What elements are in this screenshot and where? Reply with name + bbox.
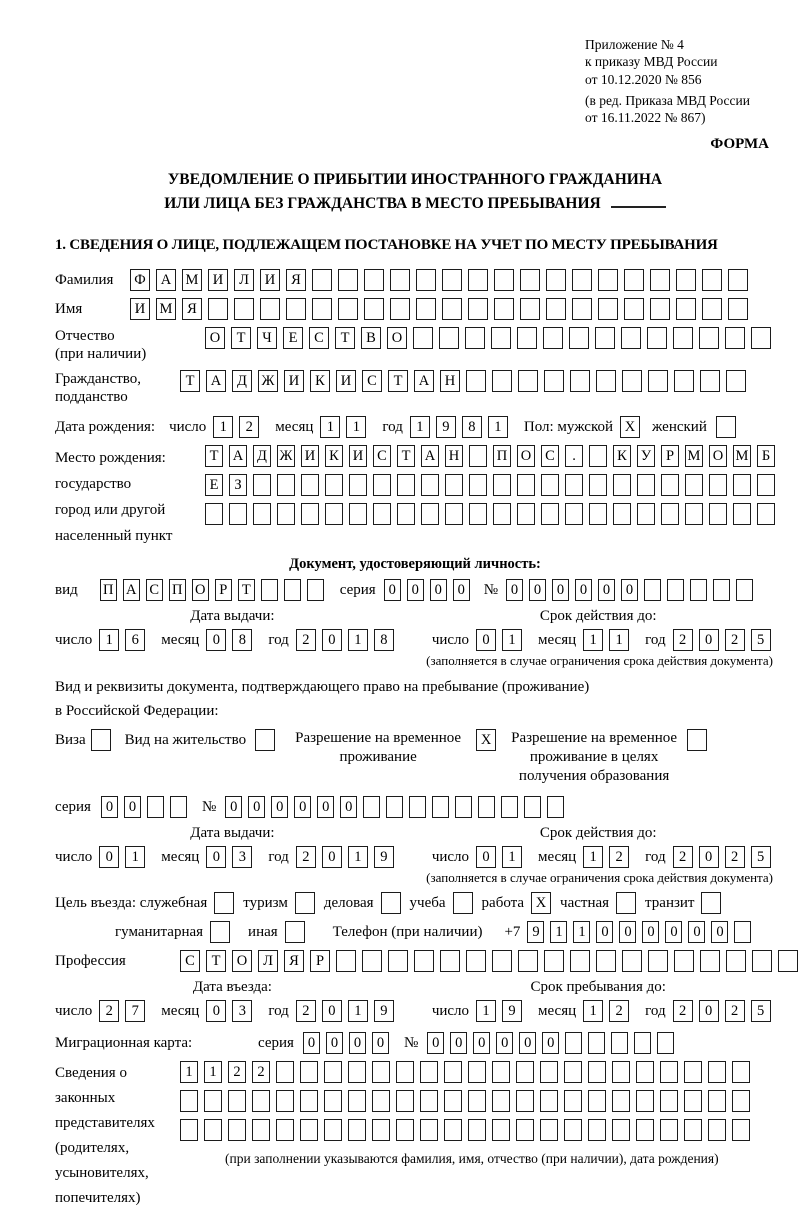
year-word: год (645, 1003, 666, 1020)
purpose-work-label: работа (481, 895, 525, 912)
issue-date-heading: Дата выдачи: (190, 825, 275, 842)
surname-label: Фамилия (55, 272, 114, 289)
residence-doc-options (55, 729, 775, 786)
year-word: год (382, 419, 403, 436)
patronymic-cells[interactable]: О Т Ч Е С Т В О (205, 327, 777, 349)
day-word: число (55, 632, 93, 649)
purpose-study-checkbox[interactable] (453, 892, 473, 914)
representatives-cells-row3[interactable] (180, 1119, 756, 1141)
surname-row (55, 269, 775, 291)
purpose-tourism-label: туризм (243, 895, 288, 912)
month-word: месяц (161, 1003, 200, 1020)
birth-date-row (55, 416, 775, 438)
surname-cells[interactable]: Ф А М И Л И Я (130, 269, 754, 291)
appendix-block (585, 36, 775, 126)
given-name-label: Имя (55, 301, 83, 318)
residence-permit-option (125, 729, 275, 751)
year-word: год (268, 1003, 289, 1020)
residence-number-cells[interactable]: 0 0 0 0 0 0 (225, 796, 570, 818)
representatives-cells-row1[interactable]: 1 1 2 2 (180, 1061, 756, 1083)
residence-number-label: № (201, 799, 217, 816)
month-word: месяц (275, 419, 314, 436)
migration-series-cells[interactable]: 0 0 0 0 (303, 1032, 395, 1054)
doc-valid-month[interactable]: 1 1 (583, 629, 635, 651)
migration-card-row (55, 1032, 775, 1054)
appendix-line: от 10.12.2020 № 856 (585, 71, 702, 87)
day-word: число (431, 1003, 470, 1020)
representatives-row (55, 1061, 775, 1211)
entry-month[interactable]: 0 3 (206, 1000, 258, 1022)
day-word: число (431, 849, 470, 866)
residence-valid-month[interactable]: 1 2 (583, 846, 635, 868)
birth-place-row (55, 445, 775, 549)
residence-doc-dates (55, 825, 775, 868)
birth-month-cells[interactable]: 1 1 (320, 416, 372, 438)
entry-year[interactable]: 2 0 1 9 (296, 1000, 400, 1022)
profession-label: Профессия (55, 953, 126, 970)
edu-permit-label: Разрешение на временное проживание в целях получения образования (511, 730, 678, 785)
purpose-other-label: иная (248, 924, 278, 941)
entry-stay-dates (55, 979, 775, 1022)
purpose-private-checkbox[interactable] (616, 892, 636, 914)
purpose-transit-label: транзит (645, 895, 695, 912)
stay-month[interactable]: 1 2 (583, 1000, 635, 1022)
purpose-business-checkbox[interactable] (214, 892, 234, 914)
residence-doc-series-row (55, 796, 775, 818)
doc-issue-day[interactable]: 1 6 (99, 629, 151, 651)
purpose-transit-checkbox[interactable] (701, 892, 721, 914)
citizenship-cells[interactable]: Т А Д Ж И К И С Т А Н (180, 370, 752, 392)
visa-label: Виза (55, 732, 86, 749)
sex-male-checkbox[interactable]: X (620, 416, 640, 438)
purpose-humanitarian-checkbox[interactable] (210, 921, 230, 943)
year-word: год (268, 849, 289, 866)
residence-series-label: серия (55, 799, 91, 816)
representatives-cell-rows (180, 1061, 756, 1167)
purpose-commercial-label: деловая (323, 895, 374, 912)
phone-cells[interactable]: 9 1 1 0 0 0 0 0 0 (527, 921, 757, 943)
migration-series-label: серия (258, 1035, 294, 1052)
day-word: число (169, 419, 207, 436)
residence-doc-intro2: в Российской Федерации: (55, 703, 219, 720)
birth-place-cells-row1[interactable]: Т А Д Ж И К И С Т А Н П О С . К У Р М О М Б (205, 445, 781, 467)
doc-series-label: серия (339, 582, 376, 599)
form-title-line1: УВЕДОМЛЕНИЕ О ПРИБЫТИИ ИНОСТРАННОГО ГРАЖДАНИНА (167, 171, 663, 189)
given-name-row (55, 298, 775, 320)
month-word: месяц (538, 1003, 577, 1020)
residence-series-cells[interactable]: 0 0 (101, 796, 193, 818)
birth-place-cell-rows (205, 445, 781, 532)
migration-number-cells[interactable]: 0 0 0 0 0 0 (427, 1032, 680, 1054)
sex-female-checkbox[interactable] (716, 416, 736, 438)
appendix-edition-line: от 16.11.2022 № 867) (585, 110, 706, 126)
birth-day-cells[interactable]: 1 2 (213, 416, 265, 438)
issue-date-heading: Дата выдачи: (190, 608, 275, 625)
representatives-label: Сведения о законных представителях (родителях, усыновителях, попечителях) (55, 1065, 155, 1207)
identity-doc-row (55, 579, 775, 601)
day-word: число (431, 632, 470, 649)
valid-until-heading: Срок действия до: (539, 608, 657, 625)
temp-permit-checkbox[interactable]: X (476, 729, 496, 751)
purpose-study-label: учеба (409, 895, 446, 912)
edu-permit-option (510, 729, 707, 786)
purpose-other-checkbox[interactable] (285, 921, 305, 943)
representatives-note: (при заполнении указываются фамилия, имя, отчество (при наличии), дата рождения) (225, 1151, 719, 1167)
purpose-private-label: частная (560, 895, 610, 912)
section1-heading: 1. СВЕДЕНИЯ О ЛИЦЕ, ПОДЛЕЖАЩЕМ ПОСТАНОВКЕ НА УЧЕТ ПО МЕСТУ ПРЕБЫВАНИЯ (55, 237, 718, 254)
birth-place-label: Место рождения: государство город или другой населенный пункт (55, 450, 173, 545)
edu-permit-checkbox[interactable] (687, 729, 707, 751)
residence-permit-checkbox[interactable] (255, 729, 275, 751)
birth-place-cells-row3[interactable] (205, 503, 781, 525)
birth-date-label: Дата рождения: (55, 419, 156, 436)
visa-checkbox[interactable] (91, 729, 111, 751)
title-underline (611, 192, 666, 208)
stay-day[interactable]: 1 9 (476, 1000, 528, 1022)
entry-date-heading: Дата въезда: (192, 979, 272, 996)
migration-number-label: № (403, 1035, 419, 1052)
entry-day[interactable]: 2 7 (99, 1000, 151, 1022)
doc-valid-day[interactable]: 0 1 (476, 629, 528, 651)
form-title-line2: ИЛИ ЛИЦА БЕЗ ГРАЖДАНСТВА В МЕСТО ПРЕБЫВАНИЯ (164, 194, 601, 212)
purpose-tourism-checkbox[interactable] (295, 892, 315, 914)
patronymic-row (55, 327, 775, 363)
appendix-edition-line: (в ред. Приказа МВД России (585, 92, 750, 108)
month-word: месяц (161, 849, 200, 866)
visa-option (55, 729, 111, 751)
month-word: месяц (161, 632, 200, 649)
validity-note: (заполняется в случае ограничения срока действия документа) (426, 653, 773, 669)
citizenship-label: Гражданство, подданство (55, 371, 142, 406)
patronymic-label: Отчество (при наличии) (55, 328, 147, 363)
residence-issue-month[interactable]: 0 3 (206, 846, 258, 868)
residence-valid-year[interactable]: 2 0 2 5 (673, 846, 777, 868)
sex-male-label: Пол: мужской (523, 419, 614, 436)
stay-year[interactable]: 2 0 2 5 (673, 1000, 777, 1022)
year-word: год (645, 632, 666, 649)
purpose-row (55, 892, 775, 914)
appendix-line: Приложение № 4 (585, 37, 684, 52)
residence-doc-intro1: Вид и реквизиты документа, подтверждающего право на пребывание (проживание) (55, 679, 590, 696)
valid-until-heading: Срок действия до: (539, 825, 657, 842)
profession-cells[interactable]: С Т О Л Я Р (180, 950, 804, 972)
residence-permit-label: Вид на жительство (124, 732, 247, 749)
appendix-line: к приказу МВД России (585, 54, 718, 70)
month-word: месяц (538, 849, 577, 866)
migration-card-label: Миграционная карта: (55, 1035, 193, 1052)
given-name-cells[interactable]: И М Я (130, 298, 754, 320)
representatives-cells-row2[interactable] (180, 1090, 756, 1112)
residence-valid-day[interactable]: 0 1 (476, 846, 528, 868)
purpose-humanitarian-label: гуманитарная (115, 924, 204, 941)
purpose-commercial-checkbox[interactable] (381, 892, 401, 914)
identity-doc-dates (55, 608, 775, 651)
birth-year-cells[interactable]: 1 9 8 1 (410, 416, 514, 438)
year-word: год (268, 632, 289, 649)
phone-prefix: +7 (504, 924, 521, 941)
doc-kind-label: вид (55, 582, 78, 599)
identity-doc-heading: Документ, удостоверяющий личность: (289, 556, 541, 573)
temp-permit-label: Разрешение на временное проживание (295, 730, 462, 766)
doc-series-cells[interactable]: 0 0 0 0 (384, 579, 476, 601)
residence-issue-year[interactable]: 2 0 1 9 (296, 846, 400, 868)
sex-female-label: женский (652, 419, 707, 436)
day-word: число (55, 849, 93, 866)
residence-issue-day[interactable]: 0 1 (99, 846, 151, 868)
doc-issue-month[interactable]: 0 8 (206, 629, 258, 651)
year-word: год (645, 849, 666, 866)
doc-number-label: № (483, 582, 498, 599)
citizenship-row (55, 370, 775, 406)
doc-valid-year[interactable]: 2 0 2 5 (673, 629, 777, 651)
doc-number-cells[interactable]: 0 0 0 0 0 0 (506, 579, 759, 601)
temp-permit-option (289, 729, 496, 767)
form-label: ФОРМА (710, 136, 769, 153)
validity-note: (заполняется в случае ограничения срока действия документа) (426, 870, 773, 886)
purpose-row2 (115, 921, 775, 943)
doc-issue-year[interactable]: 2 0 1 8 (296, 629, 400, 651)
purpose-work-checkbox[interactable]: X (531, 892, 551, 914)
profession-row (55, 950, 775, 972)
form-title (55, 169, 775, 215)
stay-until-heading: Срок пребывания до: (530, 979, 666, 996)
phone-label: Телефон (при наличии) (332, 924, 483, 941)
purpose-business-label: Цель въезда: служебная (55, 895, 208, 912)
birth-place-cells-row2[interactable]: Е З (205, 474, 781, 496)
doc-kind-cells[interactable]: П А С П О Р Т (100, 579, 330, 601)
month-word: месяц (538, 632, 577, 649)
day-word: число (55, 1003, 93, 1020)
